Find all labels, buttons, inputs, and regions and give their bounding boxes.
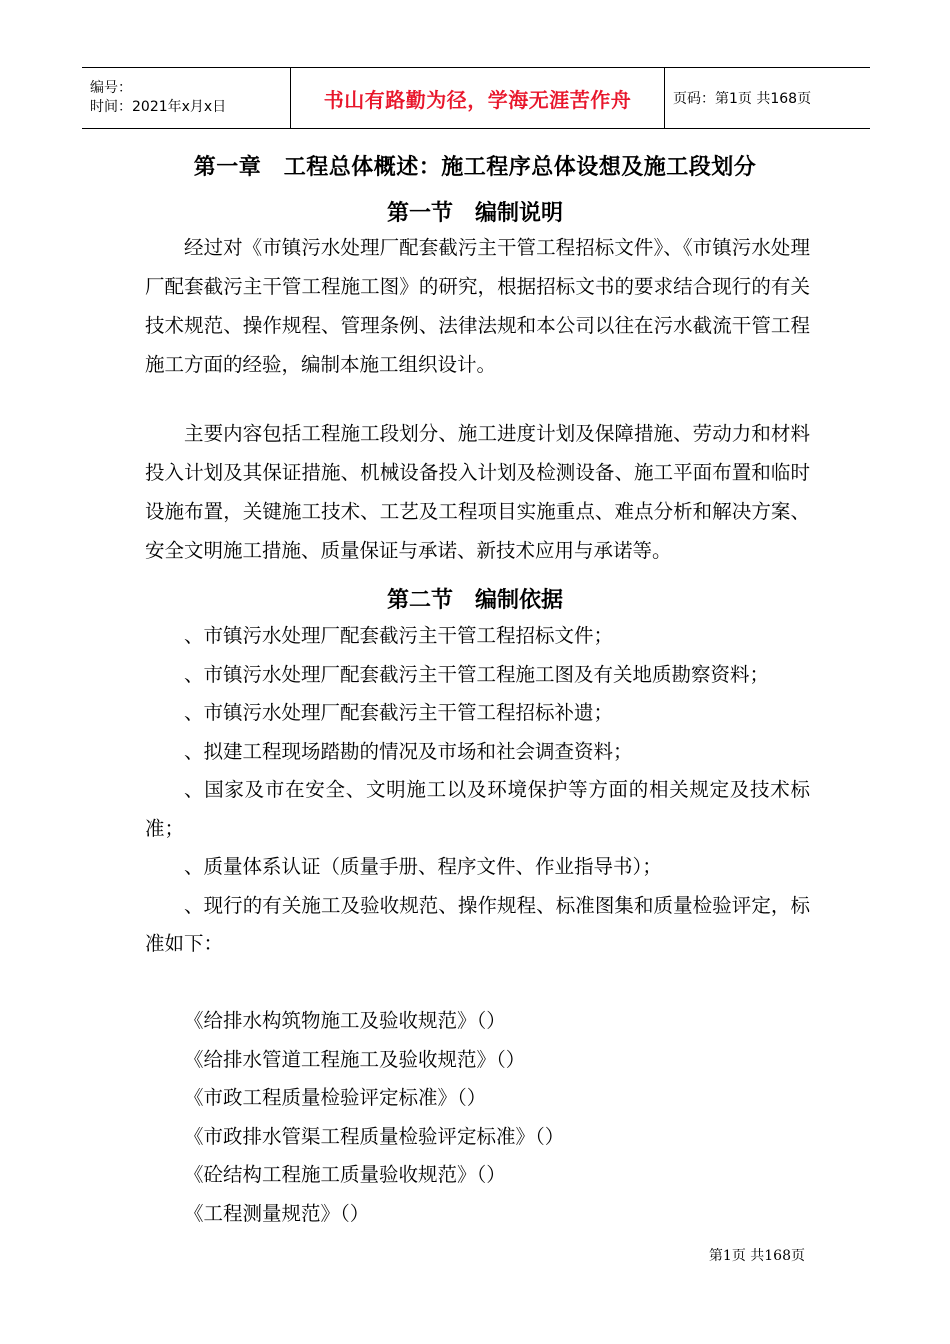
page-header bbox=[82, 67, 870, 129]
number-label: 编号： bbox=[90, 80, 132, 96]
list-item: 、市镇污水处理厂配套截污主干管工程招标文件； bbox=[184, 624, 614, 647]
standard-item: 《市政工程质量检验评定标准》（） bbox=[184, 1086, 487, 1109]
basis-list bbox=[145, 617, 810, 964]
header-page-info: 页码：第1页 共168页 bbox=[665, 68, 871, 129]
list-item: 、质量体系认证（质量手册、程序文件、作业指导书）； bbox=[184, 855, 662, 878]
standard-item: 《工程测量规范》（） bbox=[184, 1201, 370, 1225]
list-item: 、拟建工程现场踏勘的情况及市场和社会调查资料； bbox=[184, 739, 633, 763]
list-item: 、市镇污水处理厂配套截污主干管工程招标补遗； bbox=[184, 701, 614, 724]
time-label: 时间：2021年x月x日 bbox=[90, 99, 227, 115]
list-item: 、国家及市在安全、文明施工以及环境保护等方面的相关规定及技术标准； bbox=[145, 778, 810, 840]
section1-paragraph: 主要内容包括工程施工段划分、施工进度计划及保障措施、劳动力和材料投入计划及其保证措施、机械设备投入计划及检测设备、施工平面布置和临时设施布置，关键施工技术、工艺及工程项目实施重点、难点分析和解决方案、安全文明施工措施、质量保证与承诺、新技术应用与承诺等。 bbox=[145, 422, 810, 562]
standard-item: 《给排水构筑物施工及验收规范》（） bbox=[184, 1009, 506, 1032]
standard-item: 《砼结构工程施工质量验收规范》（） bbox=[184, 1163, 506, 1186]
list-item: 、市镇污水处理厂配套截污主干管工程施工图及有关地质勘察资料； bbox=[184, 662, 770, 686]
standard-item: 《给排水管道工程施工及验收规范》（） bbox=[184, 1047, 526, 1071]
standards-list bbox=[184, 1002, 564, 1233]
section1-paragraph: 经过对《市镇污水处理厂配套截污主干管工程招标文件》、《市镇污水处理厂配套截污主干管工程施工图》的研究，根据招标文书的要求结合现行的有关技术规范、操作规程、管理条例、法律法规和本公司以往在污水截流干管工程施工方面的经验，编制本施工组织设计。 bbox=[145, 236, 810, 376]
section1-title: 第一节 编制说明 bbox=[386, 201, 563, 226]
chapter-title: 第一章 工程总体概述：施工程序总体设想及施工段划分 bbox=[193, 155, 757, 180]
standard-item: 《市政排水管渠工程质量检验评定标准》（） bbox=[184, 1124, 565, 1148]
section2-title: 第二节 编制依据 bbox=[386, 588, 563, 613]
motto: 书山有路勤为径，学海无涯苦作舟 bbox=[323, 87, 632, 112]
header-motto-cell bbox=[291, 68, 665, 129]
header-meta bbox=[82, 68, 291, 129]
list-item: 、现行的有关施工及验收规范、操作规程、标准图集和质量检验评定，标准如下： bbox=[145, 893, 810, 955]
page-footer: 第1页 共168页 bbox=[708, 1248, 805, 1264]
